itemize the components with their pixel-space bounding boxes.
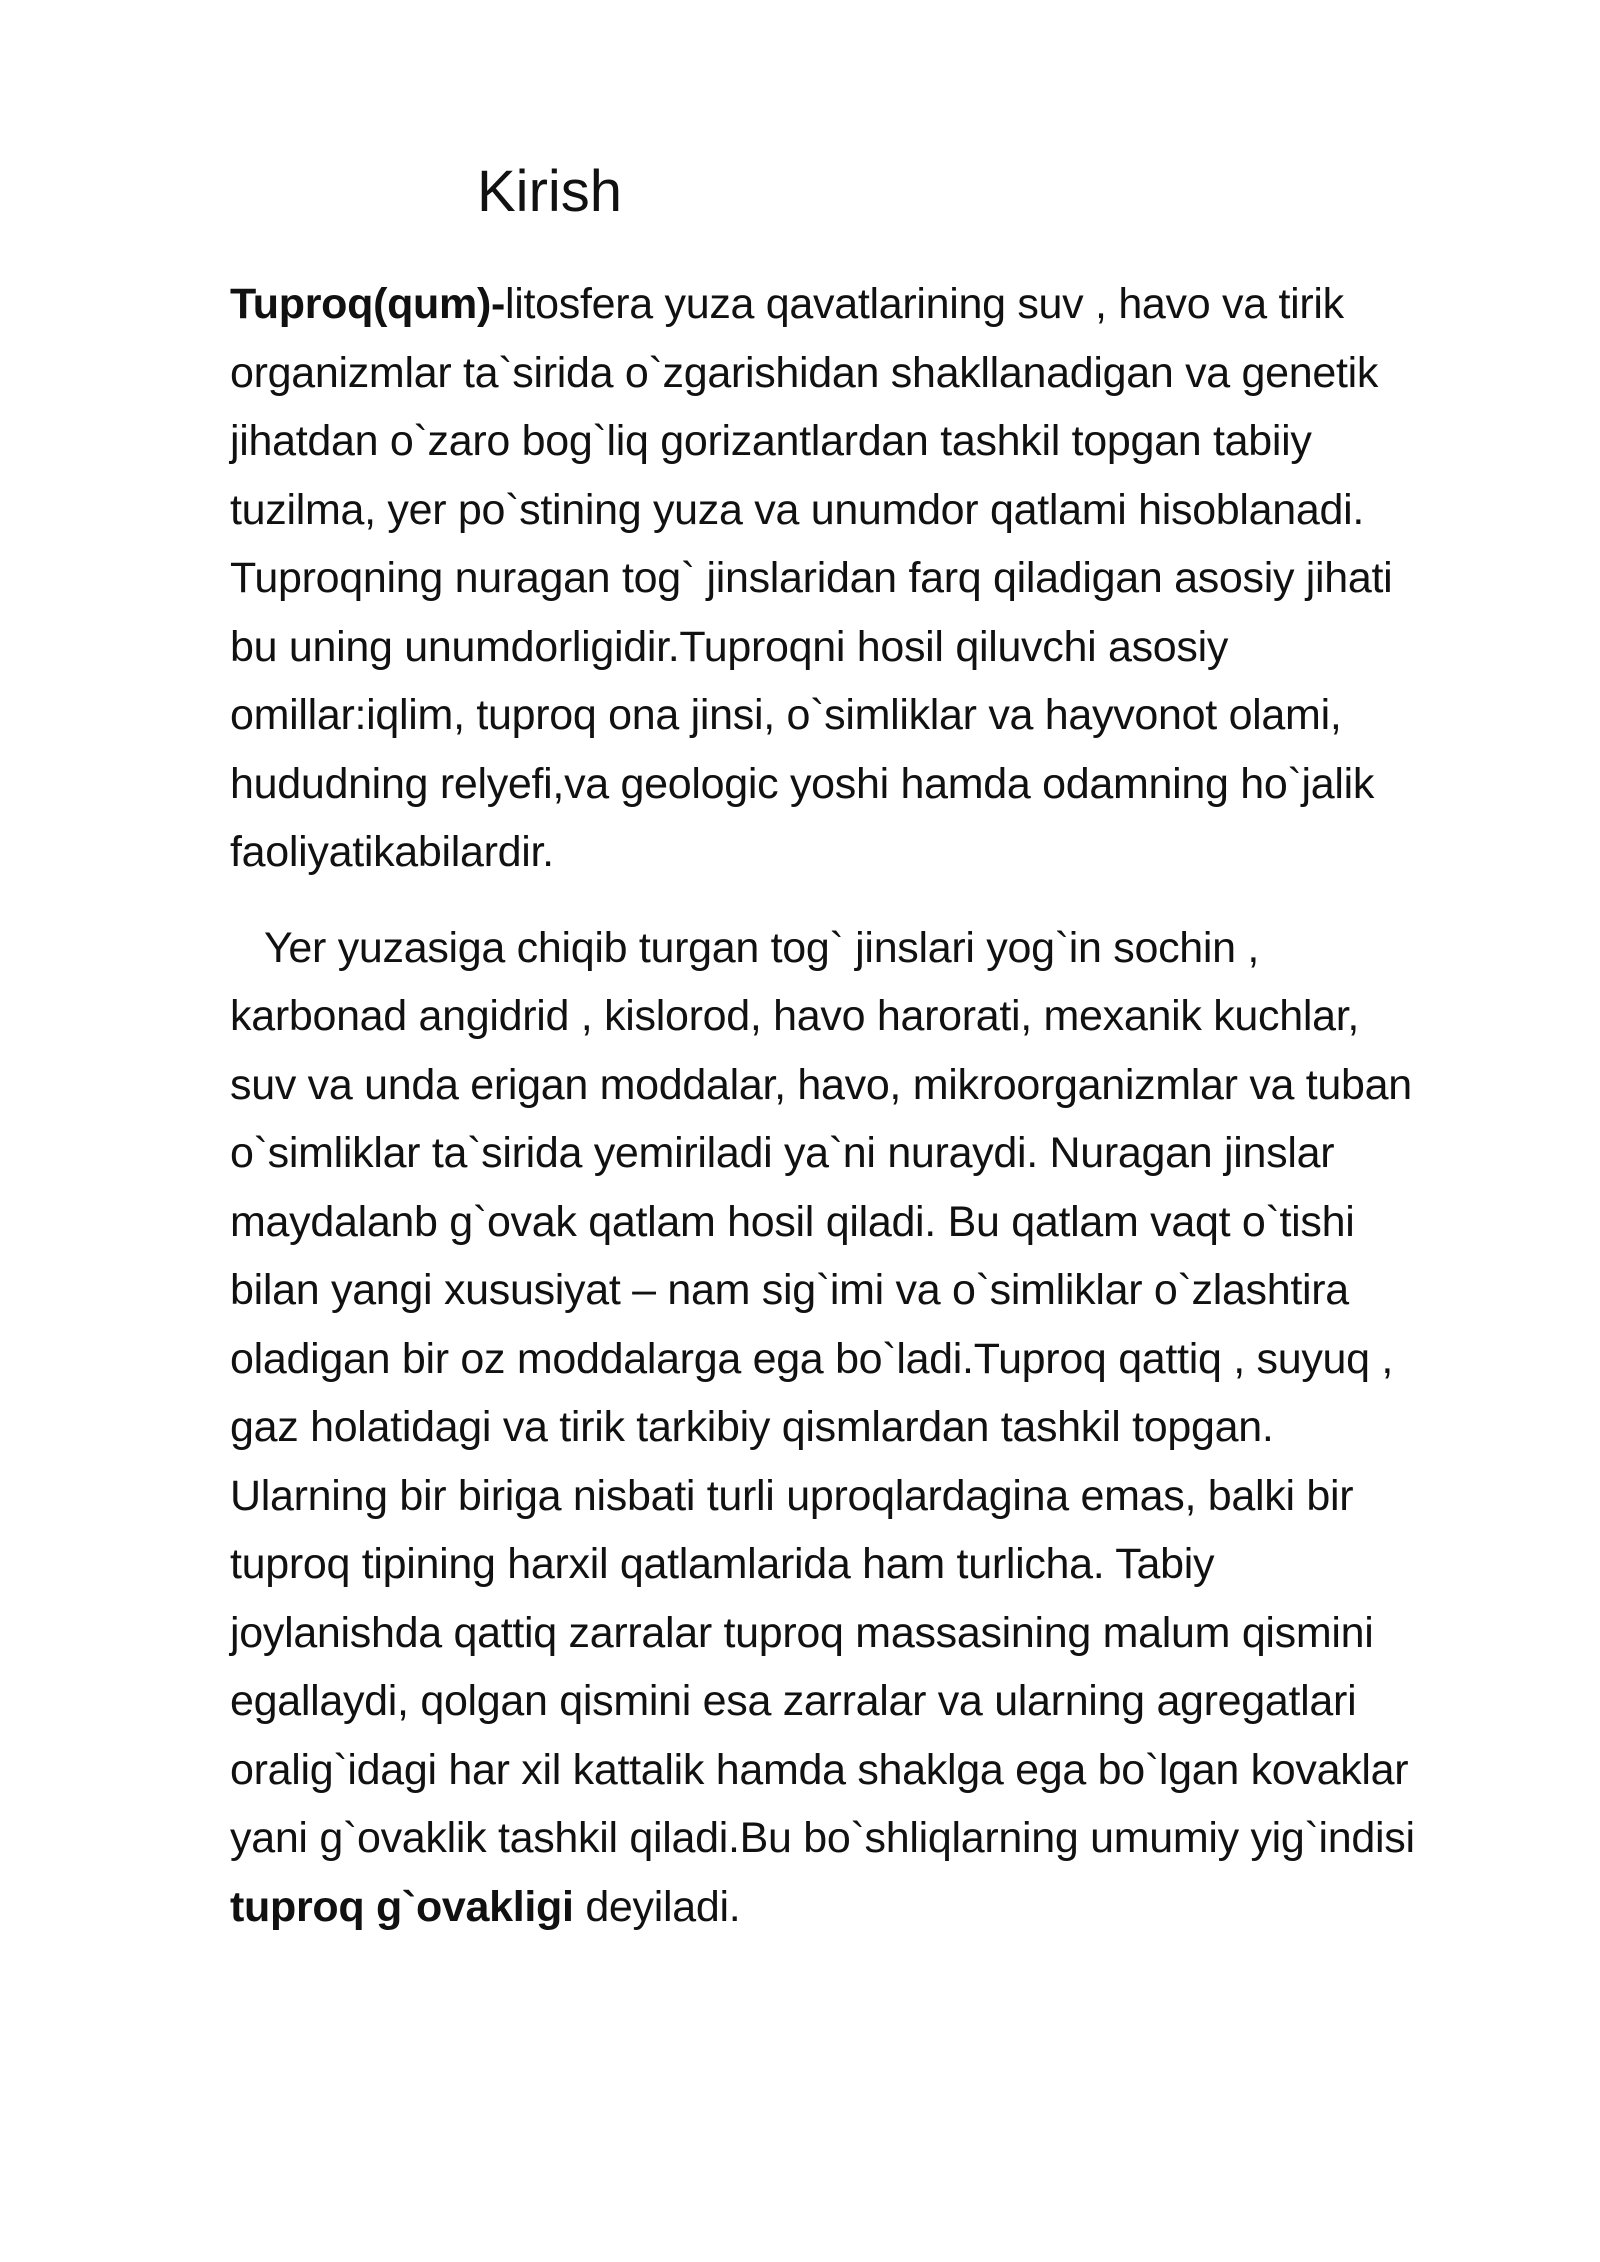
text-line: bu uning unumdorligidir.Tuproqni hosil qiluvchi asosiy: [230, 622, 1229, 671]
text-line: gaz holatidagi va tirik tarkibiy qismlardan tashkil topgan.: [230, 1403, 1274, 1451]
text-line: jihatdan o`zaro bog`liq gorizantlardan tashkil topgan tabiiy: [230, 417, 1312, 465]
bold-term: Tuproq(qum)-: [230, 280, 505, 328]
paragraph-spacer: [230, 887, 1520, 914]
text-line: oralig`idagi har xil kattalik hamda shaklga ega bo`lgan kovaklar: [230, 1745, 1409, 1794]
bold-term: tuproq g`ovakligi: [230, 1882, 574, 1931]
text-line: suv va unda erigan moddalar, havo, mikroorganizmlar va tuban: [230, 1060, 1412, 1109]
paragraph-2: [230, 914, 1520, 1942]
page-title: Kirish: [477, 159, 623, 224]
document-body: [230, 270, 1520, 1941]
paragraph-1: [230, 270, 1520, 887]
text-line: egallaydi, qolgan qismini esa zarralar va ularning agregatlari: [230, 1677, 1357, 1725]
text-line: omillar:iqlim, tuproq ona jinsi, o`simliklar va hayvonot olami,: [230, 691, 1342, 739]
text-line: oladigan bir oz moddalarga ega bo`ladi.Tuproq qattiq , suyuq ,: [230, 1334, 1394, 1383]
text-line: hududning relyefi,va geologic yoshi hamda odamning ho`jalik: [230, 759, 1375, 808]
text-line: joylanishda qattiq zarralar tuproq massasining malum qismini: [230, 1608, 1374, 1657]
text-line: yani g`ovaklik tashkil qiladi.Bu bo`shliqlarning umumiy yig`indisi: [230, 1814, 1415, 1862]
text-line: organizmlar ta`sirida o`zgarishidan shakllanadigan va genetik: [230, 348, 1379, 397]
text-line: bilan yangi xususiyat – nam sig`imi va o`simliklar o`zlashtira: [230, 1266, 1349, 1314]
text-line: o`simliklar ta`sirida yemiriladi ya`ni nuraydi. Nuragan jinslar: [230, 1129, 1335, 1177]
text-line: faoliyatikabilardir.: [230, 828, 554, 876]
text-line: Ularning bir biriga nisbati turli uproqlardagina emas, balki bir: [230, 1471, 1354, 1520]
text-line: Tuproqning nuragan tog` jinslaridan farq qiladigan asosiy jihati: [230, 554, 1393, 602]
line-text: litosfera yuza qavatlarining suv , havo va tirik: [505, 280, 1344, 328]
text-line: tuproq tipining harxil qatlamlarida ham turlicha. Tabiy: [230, 1540, 1215, 1588]
text-line: Yer yuzasiga chiqib turgan tog` jinslari yog`in sochin ,: [264, 923, 1260, 972]
line-text: deyiladi.: [573, 1882, 741, 1931]
text-line: karbonad angidrid , kislorod, havo harorati, mexanik kuchlar,: [230, 992, 1359, 1040]
text-line: [230, 270, 1520, 339]
text-line: maydalanb g`ovak qatlam hosil qiladi. Bu qatlam vaqt o`tishi: [230, 1197, 1355, 1246]
text-line: [230, 1873, 1520, 1942]
text-line: tuzilma, yer po`stining yuza va unumdor qatlami hisoblanadi.: [230, 485, 1365, 534]
